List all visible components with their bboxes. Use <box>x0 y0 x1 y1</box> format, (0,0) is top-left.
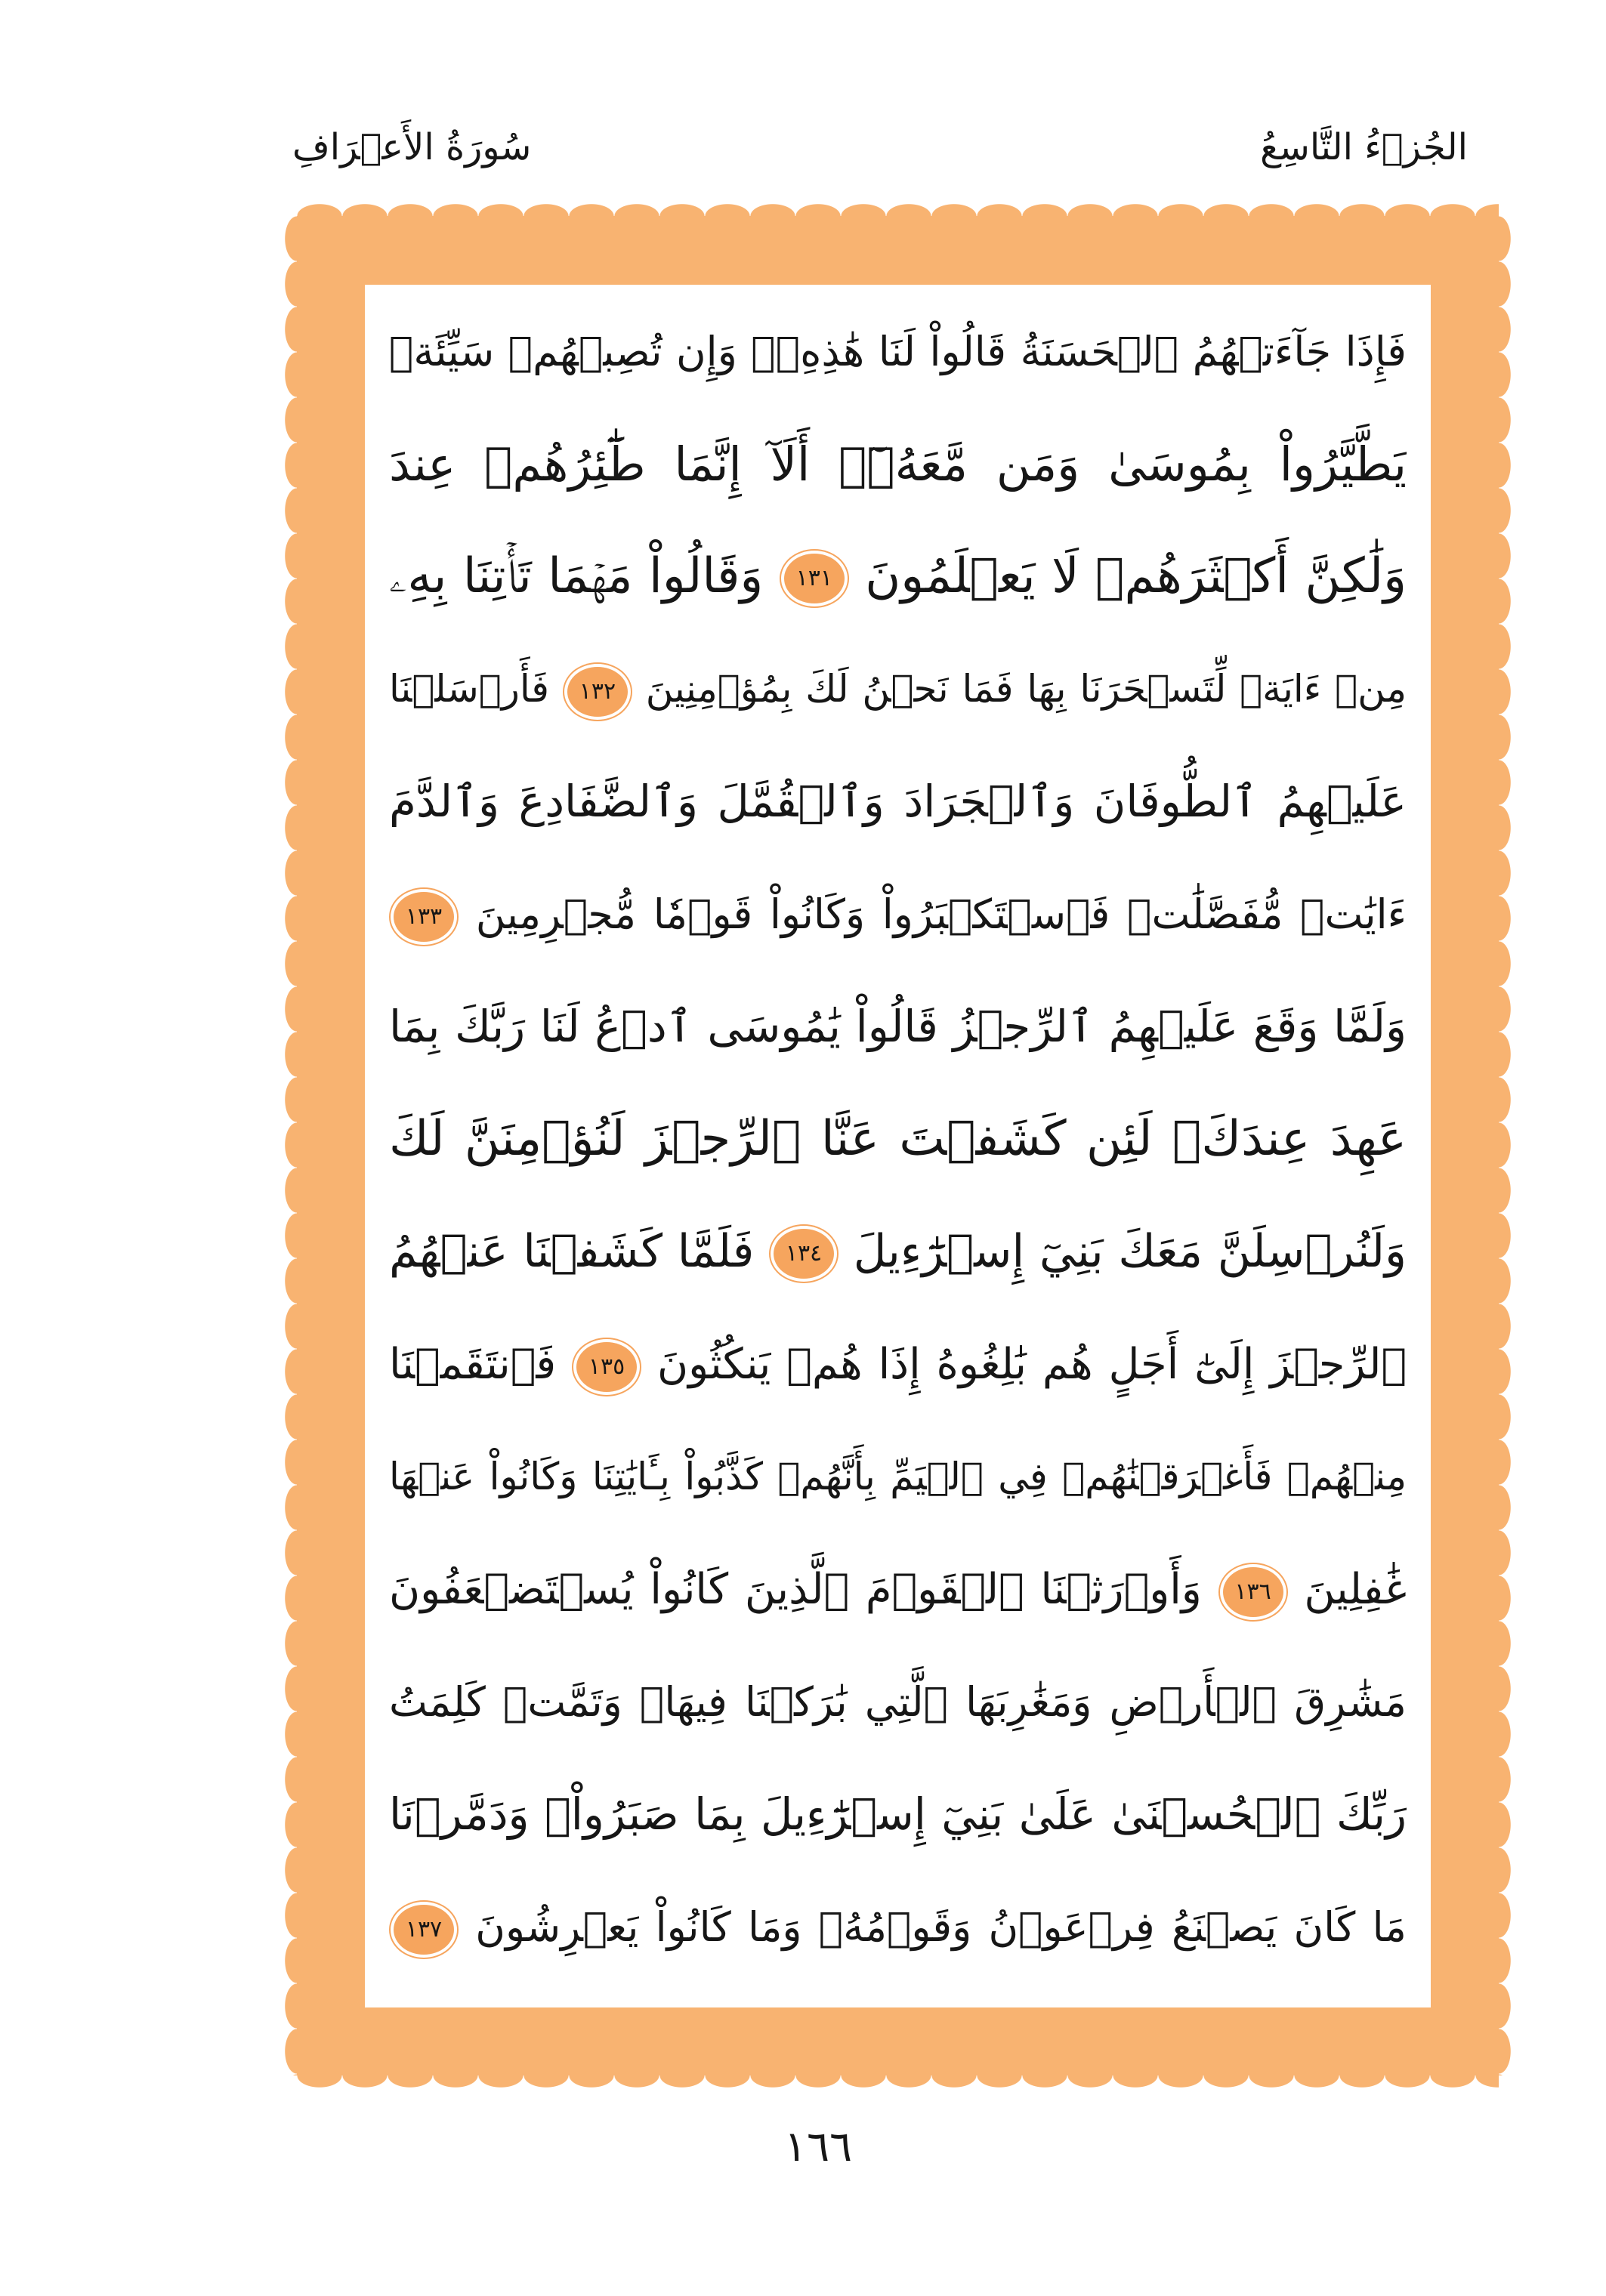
line-text: فَإِذَا جَآءَتۡهُمُ ٱلۡحَسَنَةُ قَالُواْ لَنَا هَٰذِهِۦۖ وَإِن تُصِبۡهُمۡ سَيِّئَةٞ <box>389 328 1407 375</box>
surah-title: سُورَةُ الأَعۡرَافِ <box>292 126 532 168</box>
line-text: وَلَٰكِنَّ أَكۡثَرَهُمۡ لَا يَعۡلَمُونَ <box>865 548 1407 604</box>
frame-scallop-left <box>285 216 297 2075</box>
ayah-marker <box>394 892 454 942</box>
ayah-number: ١٣٧ <box>405 1916 443 1943</box>
quran-text-line <box>389 520 1407 633</box>
line-text: مِنۡهُمۡ فَأَغۡرَقۡنَٰهُمۡ فِي ٱلۡيَمِّ بِأَنَّهُمۡ كَذَّبُواْ بِـَٔايَٰتِنَا وَكَانُواْ عَنۡهَا <box>389 1455 1407 1498</box>
ayah-number: ١٣٤ <box>785 1240 823 1267</box>
ayah-number: ١٣٥ <box>588 1353 625 1380</box>
quran-text-line <box>389 858 1407 971</box>
quran-text-line <box>389 745 1407 858</box>
line-text: وَقَالُواْ مَهۡمَا تَأۡتِنَا بِهِۦ <box>389 548 764 604</box>
text-panel <box>365 285 1431 2007</box>
line-text: غَٰفِلِينَ <box>1304 1565 1407 1614</box>
line-text: عَلَيۡهِمُ ٱلطُّوفَانَ وَٱلۡجَرَادَ وَٱلۡقُمَّلَ وَٱلضَّفَادِعَ وَٱلدَّمَ <box>389 776 1407 827</box>
line-text: مِنۡ ءَايَةٖ لِّتَسۡحَرَنَا بِهَا فَمَا نَحۡنُ لَكَ بِمُؤۡمِنِينَ <box>645 667 1407 711</box>
quran-text-line <box>389 1308 1407 1421</box>
line-text: فَأَرۡسَلۡنَا <box>389 667 550 711</box>
line-text: مَشَٰرِقَ ٱلۡأَرۡضِ وَمَغَٰرِبَهَا ٱلَّتِي بَٰرَكۡنَا فِيهَاۖ وَتَمَّتۡ كَلِمَتُ <box>389 1678 1407 1726</box>
ayah-marker <box>784 554 845 603</box>
quran-text-line <box>389 295 1407 408</box>
line-text: مَا كَانَ يَصۡنَعُ فِرۡعَوۡنُ وَقَوۡمُهُۥ وَمَا كَانُواْ يَعۡرِشُونَ <box>475 1903 1407 1951</box>
line-text: ءَايَٰتٖ مُّفَصَّلَٰتٖ فَٱسۡتَكۡبَرُواْ وَكَانُواْ قَوۡمٗا مُّجۡرِمِينَ <box>475 890 1407 938</box>
ayah-number: ١٣٦ <box>1234 1578 1271 1605</box>
quran-text-line <box>389 1871 1407 1983</box>
line-text: وَأَوۡرَثۡنَا ٱلۡقَوۡمَ ٱلَّذِينَ كَانُواْ يُسۡتَضۡعَفُونَ <box>389 1565 1202 1614</box>
page-number: ١٦٦ <box>783 2122 853 2171</box>
ayah-number: ١٣٣ <box>405 903 443 930</box>
quran-text-line <box>389 408 1407 520</box>
quran-text-line <box>389 1533 1407 1646</box>
frame-scallop-bottom <box>297 2075 1499 2088</box>
quran-text-line <box>389 1196 1407 1308</box>
page-border-frame <box>285 204 1511 2088</box>
quran-text-line <box>389 971 1407 1083</box>
line-text: فَلَمَّا كَشَفۡنَا عَنۡهُمُ <box>389 1225 755 1278</box>
quran-text-line <box>389 633 1407 745</box>
line-text: يَطَّيَّرُواْ بِمُوسَىٰ وَمَن مَّعَهُۥٓۗ أَلَآ إِنَّمَا طَٰٓئِرُهُمۡ عِندَ <box>389 437 1407 492</box>
quran-text-line <box>389 1421 1407 1533</box>
ayah-marker <box>774 1229 834 1279</box>
line-text: فَٱنتَقَمۡنَا <box>389 1340 557 1389</box>
line-text: وَلَنُرۡسِلَنَّ مَعَكَ بَنِيٓ إِسۡرَٰٓءِيلَ <box>853 1225 1407 1278</box>
frame-scallop-right <box>1499 216 1511 2075</box>
ayah-marker <box>1223 1567 1283 1617</box>
line-text: وَلَمَّا وَقَعَ عَلَيۡهِمُ ٱلرِّجۡزُ قَالُواْ يَٰمُوسَى ٱدۡعُ لَنَا رَبَّكَ بِمَا <box>389 1001 1407 1052</box>
juz-title: الجُزۡءُ التَّاسِعُ <box>1260 126 1468 168</box>
line-text: ٱلرِّجۡزَ إِلَىٰٓ أَجَلٍ هُم بَٰلِغُوهُ إِذَا هُمۡ يَنكُثُونَ <box>656 1340 1407 1389</box>
ayah-number: ١٣١ <box>795 565 832 592</box>
ayah-marker <box>576 1342 637 1392</box>
ayah-marker <box>394 1905 454 1955</box>
ayah-number: ١٣٢ <box>579 677 616 705</box>
quran-text-line <box>389 1646 1407 1758</box>
frame-scallop-top <box>297 204 1499 216</box>
ayah-marker <box>567 667 628 717</box>
line-text: عَهِدَ عِندَكَۖ لَئِن كَشَفۡتَ عَنَّا ٱلرِّجۡزَ لَنُؤۡمِنَنَّ لَكَ <box>389 1111 1407 1167</box>
line-text: رَبِّكَ ٱلۡحُسۡنَىٰ عَلَىٰ بَنِيٓ إِسۡرَٰٓءِيلَ بِمَا صَبَرُواْۖ وَدَمَّرۡنَا <box>389 1788 1407 1840</box>
quran-text-line <box>389 1758 1407 1871</box>
quran-text-line <box>389 1083 1407 1196</box>
